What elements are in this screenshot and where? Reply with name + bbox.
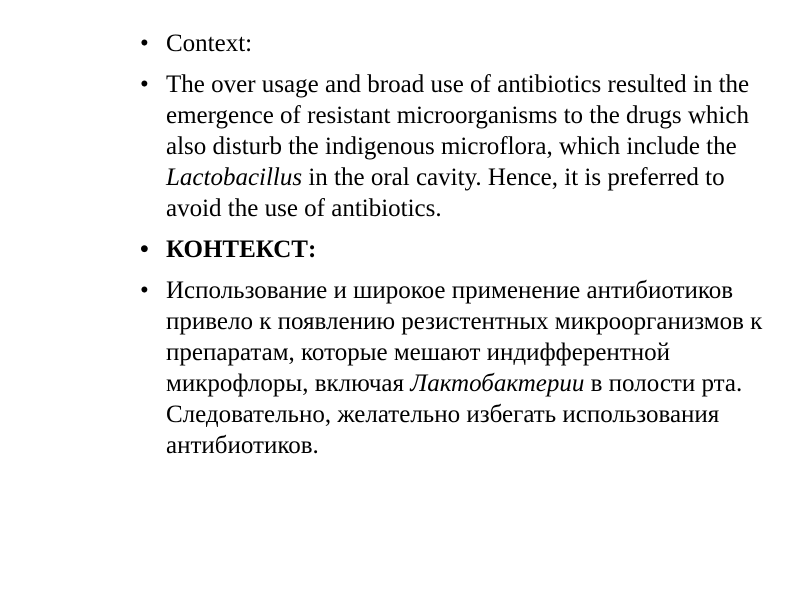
bullet-dot-icon: • (140, 30, 149, 57)
bullet-dot-icon: • (140, 277, 149, 304)
bullet-list (140, 28, 780, 471)
paragraph-en-italic: Lactobacillus (166, 164, 303, 191)
bullet-context-en (140, 28, 780, 59)
paragraph-ru-italic: Лактобактерии (410, 370, 585, 397)
paragraph-en-text-2: in the oral cavity. Hence, it is preferred to avoid the use of antibiotics. (166, 164, 725, 222)
paragraph-ru-text-1: Использование и широкое применение антибиотиков привело к появлению резистентных микроорганизмов к препаратам, которые мешают индифферентной микрофлоры, включая (166, 277, 763, 397)
paragraph-en-text-1: The over usage and broad use of antibiotics resulted in the emergence of resistant microorganisms to the drugs which also disturb the indigenous microflora, which include the (166, 71, 750, 160)
bullet-dot-icon: • (140, 71, 149, 98)
heading-context-en: Context: (166, 30, 253, 57)
paragraph-ru-text-2: в полости рта. Следовательно, желательно избегать использования антибиотиков. (166, 370, 743, 459)
bullet-paragraph-ru (140, 275, 780, 461)
bullet-dot-icon: • (140, 236, 149, 263)
bullet-paragraph-en (140, 69, 780, 224)
bullet-context-ru (140, 234, 780, 265)
heading-context-ru: КОНТЕКСТ: (166, 236, 317, 263)
